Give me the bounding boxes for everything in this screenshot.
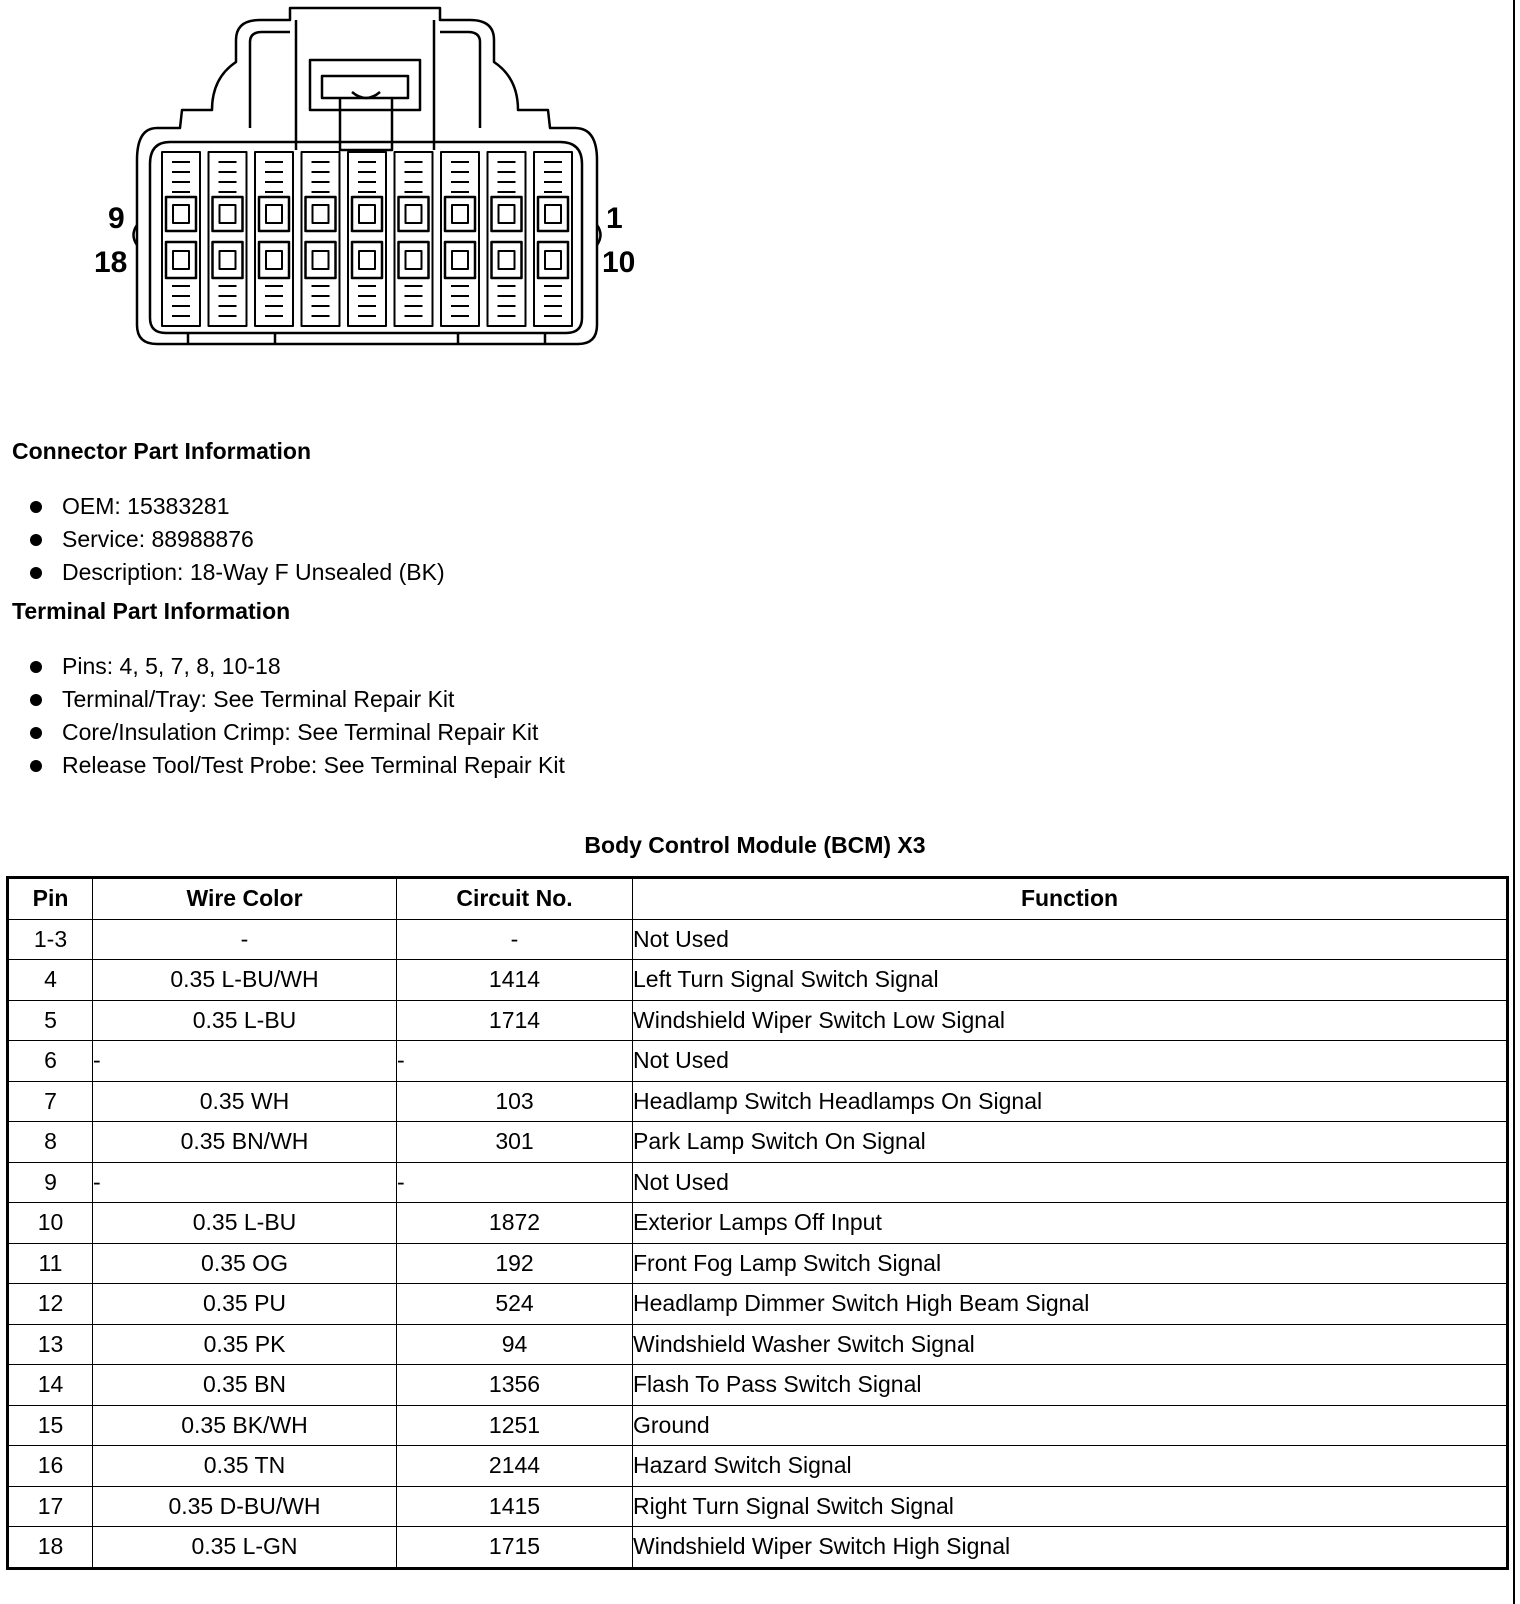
table-row [8,1405,1508,1446]
table-row [8,919,1508,960]
function-cell: Front Fog Lamp Switch Signal [633,1243,1508,1284]
column-header-circuit-no: Circuit No. [397,878,633,920]
circuit-cell: 94 [397,1324,633,1365]
circuit-cell: 524 [397,1284,633,1325]
table-row [8,1162,1508,1203]
function-cell: Windshield Washer Switch Signal [633,1324,1508,1365]
table-header-row [8,878,1508,920]
pin-label-1: 1 [606,202,623,235]
table-row [8,1000,1508,1041]
table-row [8,960,1508,1001]
connector-info-list [30,490,445,589]
function-cell: Flash To Pass Switch Signal [633,1365,1508,1406]
table-row [8,1324,1508,1365]
wire-color-cell: 0.35 L-BU [93,1203,397,1244]
circuit-cell: 1715 [397,1527,633,1569]
wire-color-cell: 0.35 D-BU/WH [93,1486,397,1527]
function-cell: Ground [633,1405,1508,1446]
table-row [8,1081,1508,1122]
pin-cell: 8 [8,1122,93,1163]
list-item: Release Tool/Test Probe: See Terminal Repair Kit [30,749,565,782]
wire-color-cell: 0.35 L-GN [93,1527,397,1569]
pin-label-9: 9 [108,202,125,235]
wire-color-cell: 0.35 L-BU [93,1000,397,1041]
function-cell: Headlamp Switch Headlamps On Signal [633,1081,1508,1122]
list-item: Terminal/Tray: See Terminal Repair Kit [30,683,565,716]
circuit-cell: 301 [397,1122,633,1163]
list-item: Pins: 4, 5, 7, 8, 10-18 [30,650,565,683]
pin-cell: 14 [8,1365,93,1406]
table-row [8,1486,1508,1527]
wire-color-cell: 0.35 BN/WH [93,1122,397,1163]
terminal-info-heading: Terminal Part Information [12,598,291,624]
pin-cell: 9 [8,1162,93,1203]
wire-color-cell: 0.35 BN [93,1365,397,1406]
table-row [8,1365,1508,1406]
pin-cell: 15 [8,1405,93,1446]
circuit-cell: 1872 [397,1203,633,1244]
circuit-cell: - [397,919,633,960]
circuit-cell: 1356 [397,1365,633,1406]
column-header-function: Function [633,878,1508,920]
circuit-cell: 2144 [397,1446,633,1487]
column-header-wire-color: Wire Color [93,878,397,920]
table-row [8,1446,1508,1487]
pin-cell: 6 [8,1041,93,1082]
table-row [8,1203,1508,1244]
page-border-right [1513,0,1515,1604]
table-row [8,1122,1508,1163]
wire-color-cell: 0.35 WH [93,1081,397,1122]
pin-cell: 5 [8,1000,93,1041]
list-item: Service: 88988876 [30,523,445,556]
list-item: Description: 18-Way F Unsealed (BK) [30,556,445,589]
pin-cell: 10 [8,1203,93,1244]
circuit-cell: - [397,1041,633,1082]
wire-color-cell: - [93,919,397,960]
table-row [8,1243,1508,1284]
function-cell: Not Used [633,1041,1508,1082]
list-item: OEM: 15383281 [30,490,445,523]
function-cell: Windshield Wiper Switch High Signal [633,1527,1508,1569]
function-cell: Right Turn Signal Switch Signal [633,1486,1508,1527]
pin-cell: 17 [8,1486,93,1527]
pin-label-18: 18 [94,246,128,279]
wire-color-cell: 0.35 L-BU/WH [93,960,397,1001]
pin-label-10: 10 [602,246,636,279]
pin-cell: 11 [8,1243,93,1284]
pin-cell: 12 [8,1284,93,1325]
list-item: Core/Insulation Crimp: See Terminal Repair Kit [30,716,565,749]
terminal-info-list [30,650,565,782]
function-cell: Exterior Lamps Off Input [633,1203,1508,1244]
wire-color-cell: 0.35 TN [93,1446,397,1487]
connector-face-diagram [90,0,670,360]
table-title: Body Control Module (BCM) X3 [584,832,926,858]
function-cell: Not Used [633,1162,1508,1203]
wire-color-cell: 0.35 OG [93,1243,397,1284]
pin-cell: 16 [8,1446,93,1487]
pin-cell: 1-3 [8,919,93,960]
circuit-cell: 192 [397,1243,633,1284]
function-cell: Not Used [633,919,1508,960]
circuit-cell: 1414 [397,960,633,1001]
circuit-cell: 1251 [397,1405,633,1446]
table-row [8,1041,1508,1082]
table-row [8,1284,1508,1325]
pin-cell: 4 [8,960,93,1001]
table-row [8,1527,1508,1569]
function-cell: Left Turn Signal Switch Signal [633,960,1508,1001]
column-header-pin: Pin [8,878,93,920]
pin-cell: 13 [8,1324,93,1365]
circuit-cell: 1714 [397,1000,633,1041]
function-cell: Windshield Wiper Switch Low Signal [633,1000,1508,1041]
circuit-cell: 1415 [397,1486,633,1527]
circuit-cell: 103 [397,1081,633,1122]
wire-color-cell: - [93,1162,397,1203]
wire-color-cell: - [93,1041,397,1082]
function-cell: Park Lamp Switch On Signal [633,1122,1508,1163]
circuit-cell: - [397,1162,633,1203]
wire-color-cell: 0.35 PK [93,1324,397,1365]
wire-color-cell: 0.35 BK/WH [93,1405,397,1446]
pin-cell: 7 [8,1081,93,1122]
connector-info-heading: Connector Part Information [12,438,312,464]
wire-color-cell: 0.35 PU [93,1284,397,1325]
pin-cell: 18 [8,1527,93,1569]
function-cell: Hazard Switch Signal [633,1446,1508,1487]
pinout-table [6,876,1509,1570]
pin-cavity-grid [162,152,572,326]
function-cell: Headlamp Dimmer Switch High Beam Signal [633,1284,1508,1325]
